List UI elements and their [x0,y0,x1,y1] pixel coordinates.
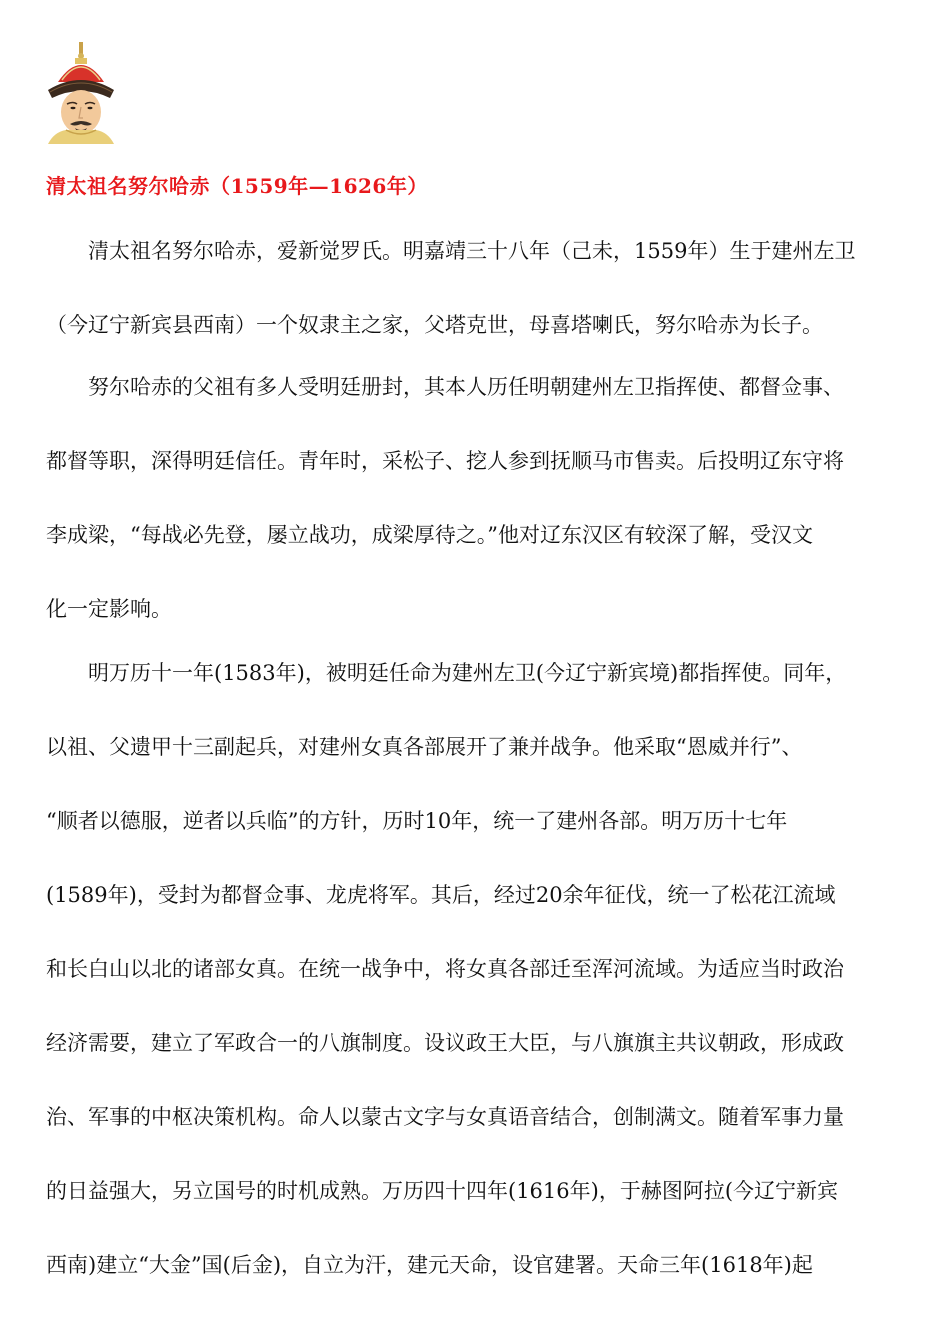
text-line: 的日益强大，另立国号的时机成熟。万历四十四年(1616年)，于赫图阿拉(今辽宁新宾 [46,1179,839,1203]
text-line: 明万历十一年(1583年)，被明廷任命为建州左卫(今辽宁新宾境)都指挥使。同年， [46,661,847,685]
document-title: 清太祖名努尔哈赤（1559年—1626年） [46,174,428,198]
text-line: “顺者以德服，逆者以兵临”的方针，历时10年，统一了建州各部。明万历十七年 [46,809,788,833]
text-line: 经济需要，建立了军政合一的八旗制度。设议政王大臣，与八旗旗主共议朝政，形成政 [46,1031,844,1055]
text-line: 李成梁，“每战必先登，屡立战功，成梁厚待之。”他对辽东汉区有较深了解，受汉文 [46,523,813,547]
text-line: (1589年)，受封为都督佥事、龙虎将军。其后，经过20余年征伐，统一了松花江流域 [46,883,836,907]
text-line: 以祖、父遗甲十三副起兵，对建州女真各部展开了兼并战争。他采取“恩威并行”、 [46,735,803,759]
text-line: 和长白山以北的诸部女真。在统一战争中，将女真各部迁至浑河流域。为适应当时政治 [46,957,844,981]
text-line: 清太祖名努尔哈赤，爱新觉罗氏。明嘉靖三十八年（己未，1559年）生于建州左卫 [46,239,856,263]
text-line: 西南)建立“大金”国(后金)，自立为汗，建元天命，设官建署。天命三年(1618年)起 [46,1253,813,1277]
text-line: 努尔哈赤的父祖有多人受明廷册封，其本人历任明朝建州左卫指挥使、都督佥事、 [46,375,844,399]
text-line: 都督等职，深得明廷信任。青年时，采松子、挖人参到抚顺马市售卖。后投明辽东守将 [46,449,844,473]
text-line: 化一定影响。 [46,597,172,621]
text-line: 治、军事的中枢决策机构。命人以蒙古文字与女真语音结合，创制满文。随着军事力量 [46,1105,844,1129]
text-line: （今辽宁新宾县西南）一个奴隶主之家，父塔克世，母喜塔喇氏，努尔哈赤为长子。 [46,313,823,337]
emperor-portrait [44,40,118,144]
